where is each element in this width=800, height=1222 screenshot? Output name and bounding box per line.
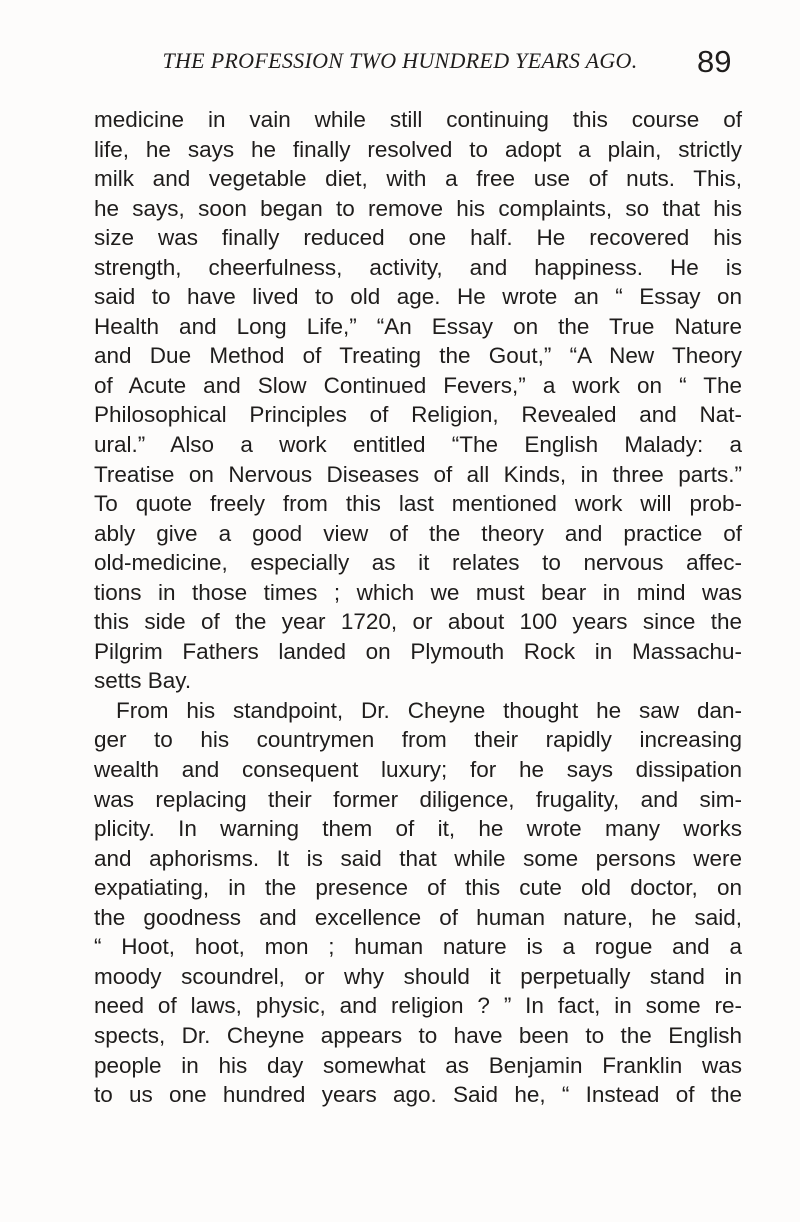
text-line: To quote freely from this last mentioned work will prob- — [94, 491, 742, 517]
text-line: ably give a good view of the theory and practice of — [94, 520, 742, 546]
text-line: expatiating, in the presence of this cute old doctor, on — [94, 875, 742, 901]
text-line-paragraph-start: From his standpoint, Dr. Cheyne thought he saw dan- — [116, 697, 742, 723]
text-line: and Due Method of Treating the Gout,” “A New Theory — [94, 343, 742, 369]
text-line: to us one hundred years ago. Said he, “ Instead of the — [94, 1082, 742, 1108]
text-line: this side of the year 1720, or about 100 years since the — [94, 609, 742, 635]
text-line: life, he says he finally resolved to adopt a plain, strictly — [94, 136, 742, 162]
text-line: tions in those times ; which we must bear in mind was — [94, 579, 742, 605]
text-line: said to have lived to old age. He wrote an “ Essay on — [94, 284, 742, 310]
body-text — [94, 105, 742, 1110]
text-line: need of laws, physic, and religion ? ” In fact, in some re- — [94, 993, 742, 1019]
text-line: ger to his countrymen from their rapidly increasing — [94, 727, 742, 753]
text-line: plicity. In warning them of it, he wrote many works — [94, 816, 742, 842]
text-line: spects, Dr. Cheyne appears to have been to the English — [94, 1022, 742, 1048]
text-line: ural.” Also a work entitled “The English Malady: a — [94, 432, 742, 458]
text-line: Health and Long Life,” “An Essay on the True Nature — [94, 313, 742, 339]
text-line: moody scoundrel, or why should it perpetually stand in — [94, 963, 742, 989]
text-line: size was finally reduced one half. He recovered his — [94, 225, 742, 251]
text-line: he says, soon began to remove his complaints, so that his — [94, 195, 742, 221]
text-line: of Acute and Slow Continued Fevers,” a work on “ The — [94, 372, 742, 398]
text-line: the goodness and excellence of human nature, he said, — [94, 904, 742, 930]
text-line: wealth and consequent luxury; for he says dissipation — [94, 757, 742, 783]
text-line: “ Hoot, hoot, mon ; human nature is a rogue and a — [94, 934, 742, 960]
text-line: and aphorisms. It is said that while some persons were — [94, 845, 742, 871]
running-title: THE PROFESSION TWO HUNDRED YEARS AGO. — [162, 48, 638, 73]
text-line-paragraph-end: setts Bay. — [94, 668, 192, 694]
text-line: people in his day somewhat as Benjamin Franklin was — [94, 1052, 742, 1078]
text-line: milk and vegetable diet, with a free use of nuts. This, — [94, 166, 742, 192]
text-line: Pilgrim Fathers landed on Plymouth Rock in Massachu- — [94, 638, 742, 664]
text-line: Treatise on Nervous Diseases of all Kinds, in three parts.” — [94, 461, 742, 487]
page-number: 89 — [697, 44, 732, 79]
text-line: medicine in vain while still continuing this course of — [94, 107, 742, 132]
text-line: Philosophical Principles of Religion, Revealed and Nat- — [94, 402, 742, 428]
text-line: strength, cheerfulness, activity, and happiness. He is — [94, 254, 742, 280]
text-line: old-medicine, especially as it relates to nervous affec- — [94, 550, 742, 576]
text-line: was replacing their former diligence, frugality, and sim- — [94, 786, 742, 812]
